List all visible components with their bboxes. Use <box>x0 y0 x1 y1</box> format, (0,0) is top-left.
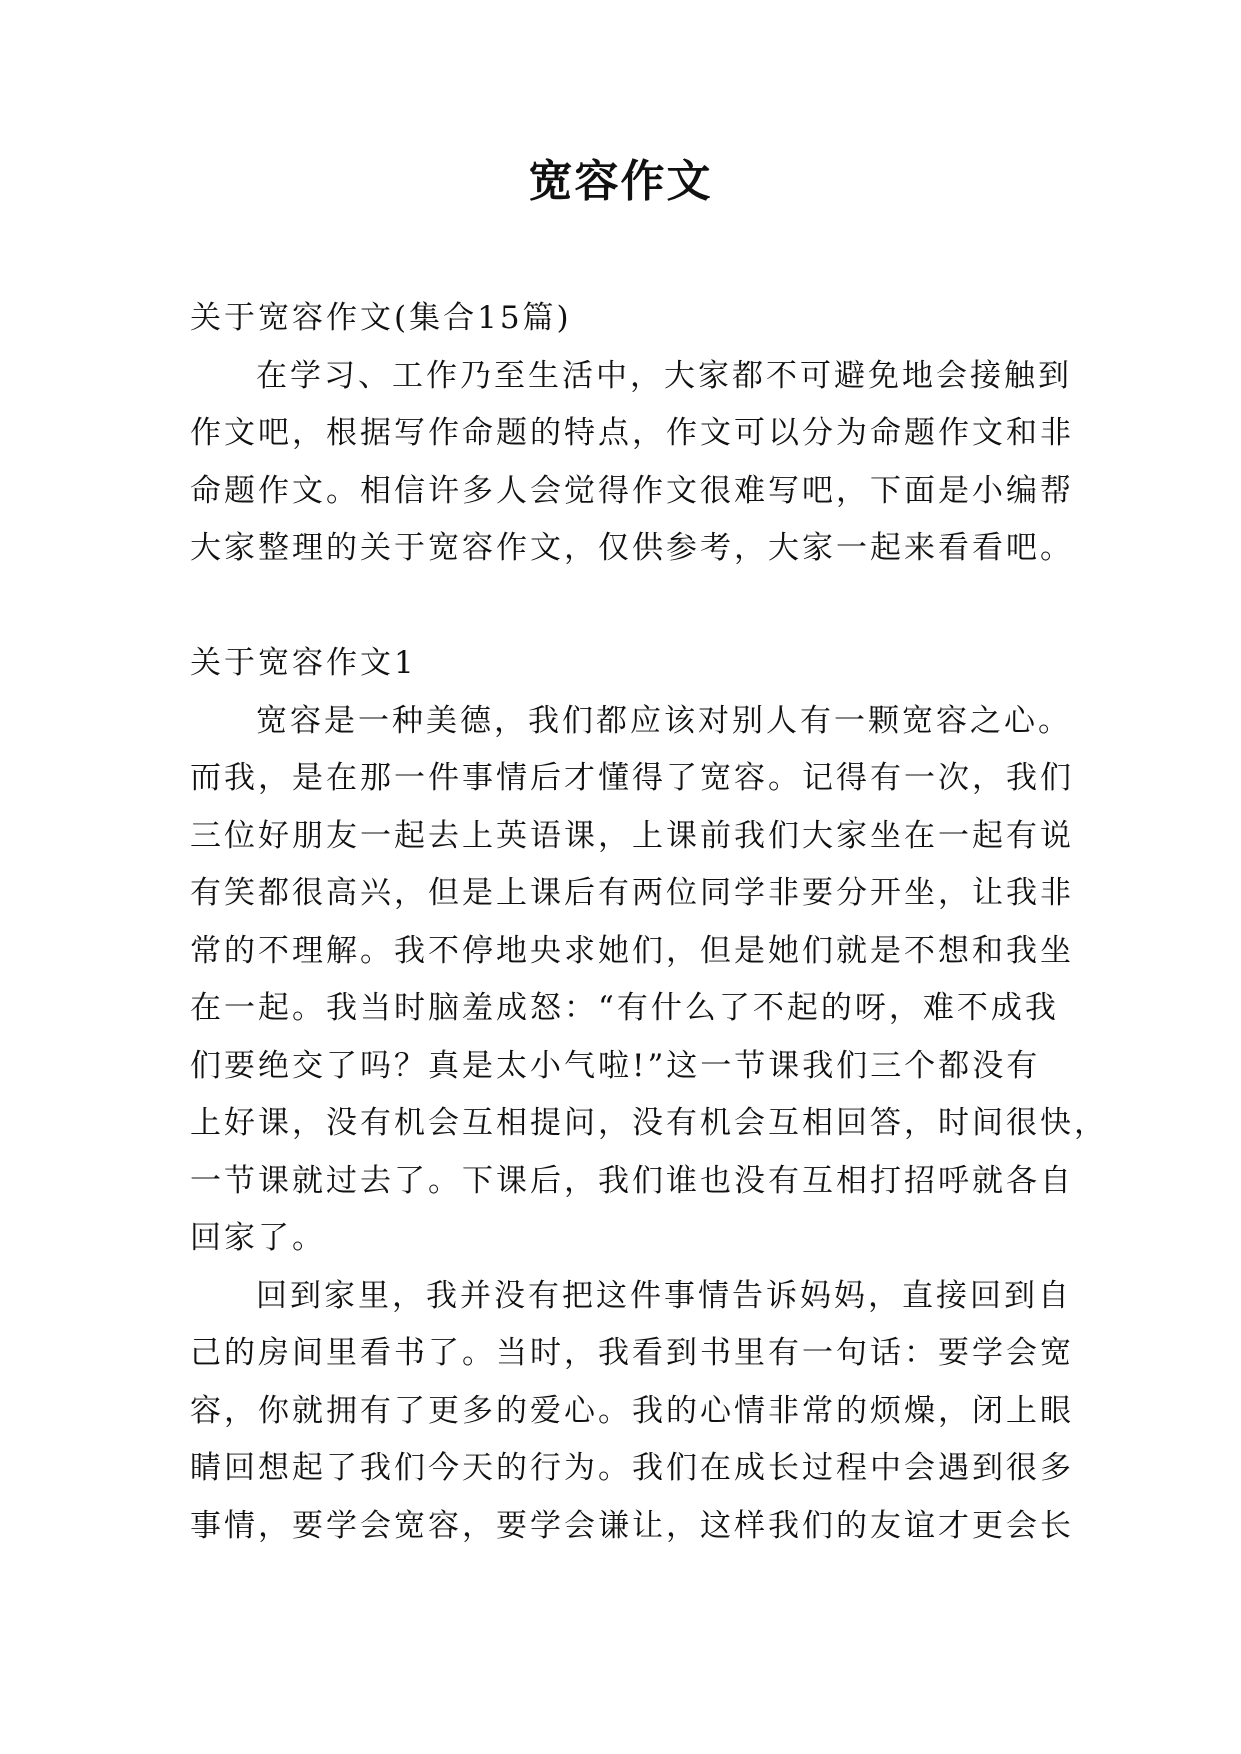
paragraph1-line: 们要绝交了吗？真是太小气啦!”这一节课我们三个都没有 <box>190 1047 1041 1084</box>
paragraph1-line: 常的不理解。我不停地央求她们，但是她们就是不想和我坐 <box>190 932 1074 969</box>
paragraph2-line: 事情，要学会宽容，要学会谦让，这样我们的友谊才更会长 <box>190 1507 1074 1544</box>
intro-line: 命题作文。相信许多人会觉得作文很难写吧，下面是小编帮 <box>190 472 1074 509</box>
paragraph2-line: 睛回想起了我们今天的行为。我们在成长过程中会遇到很多 <box>190 1450 1074 1486</box>
document-body <box>190 290 1108 1555</box>
intro-line: 在学习、工作乃至生活中，大家都不可避免地会接触到 <box>256 357 1072 394</box>
paragraph1-line: 而我，是在那一件事情后才懂得了宽容。记得有一次，我们 <box>190 760 1074 796</box>
paragraph2-line: 己的房间里看书了。当时，我看到书里有一句话：要学会宽 <box>190 1335 1074 1371</box>
blank-line <box>190 578 1060 636</box>
paragraph1-line: 三位好朋友一起去上英语课，上课前我们大家坐在一起有说 <box>190 817 1074 854</box>
paragraph1-line: 宽容是一种美德，我们都应该对别人有一颗宽容之心。 <box>256 702 1072 739</box>
document-title: 宽容作文 <box>528 156 713 207</box>
paragraph1-line: 回家了。 <box>190 1220 326 1256</box>
intro-line: 作文吧，根据写作命题的特点，作文可以分为命题作文和非 <box>190 415 1074 451</box>
paragraph1-line: 在一起。我当时脑羞成怒：“有什么了不起的呀，难不成我 <box>190 990 1059 1026</box>
paragraph1-line: 上好课，没有机会互相提问，没有机会互相回答，时间很快， <box>190 1105 1108 1141</box>
section-heading: 关于宽容作文1 <box>190 645 417 681</box>
paragraph1-line: 一节课就过去了。下课后，我们谁也没有互相打招呼就各自 <box>190 1162 1074 1199</box>
paragraph2-line: 容，你就拥有了更多的爱心。我的心情非常的烦燥，闭上眼 <box>190 1392 1074 1429</box>
intro-line: 大家整理的关于宽容作文，仅供参考，大家一起来看看吧。 <box>190 530 1074 566</box>
paragraph1-line: 有笑都很高兴，但是上课后有两位同学非要分开坐，让我非 <box>190 875 1074 911</box>
document-subtitle: 关于宽容作文(集合15篇) <box>190 300 572 336</box>
paragraph2-line: 回到家里，我并没有把这件事情告诉妈妈，直接回到自 <box>256 1277 1072 1314</box>
